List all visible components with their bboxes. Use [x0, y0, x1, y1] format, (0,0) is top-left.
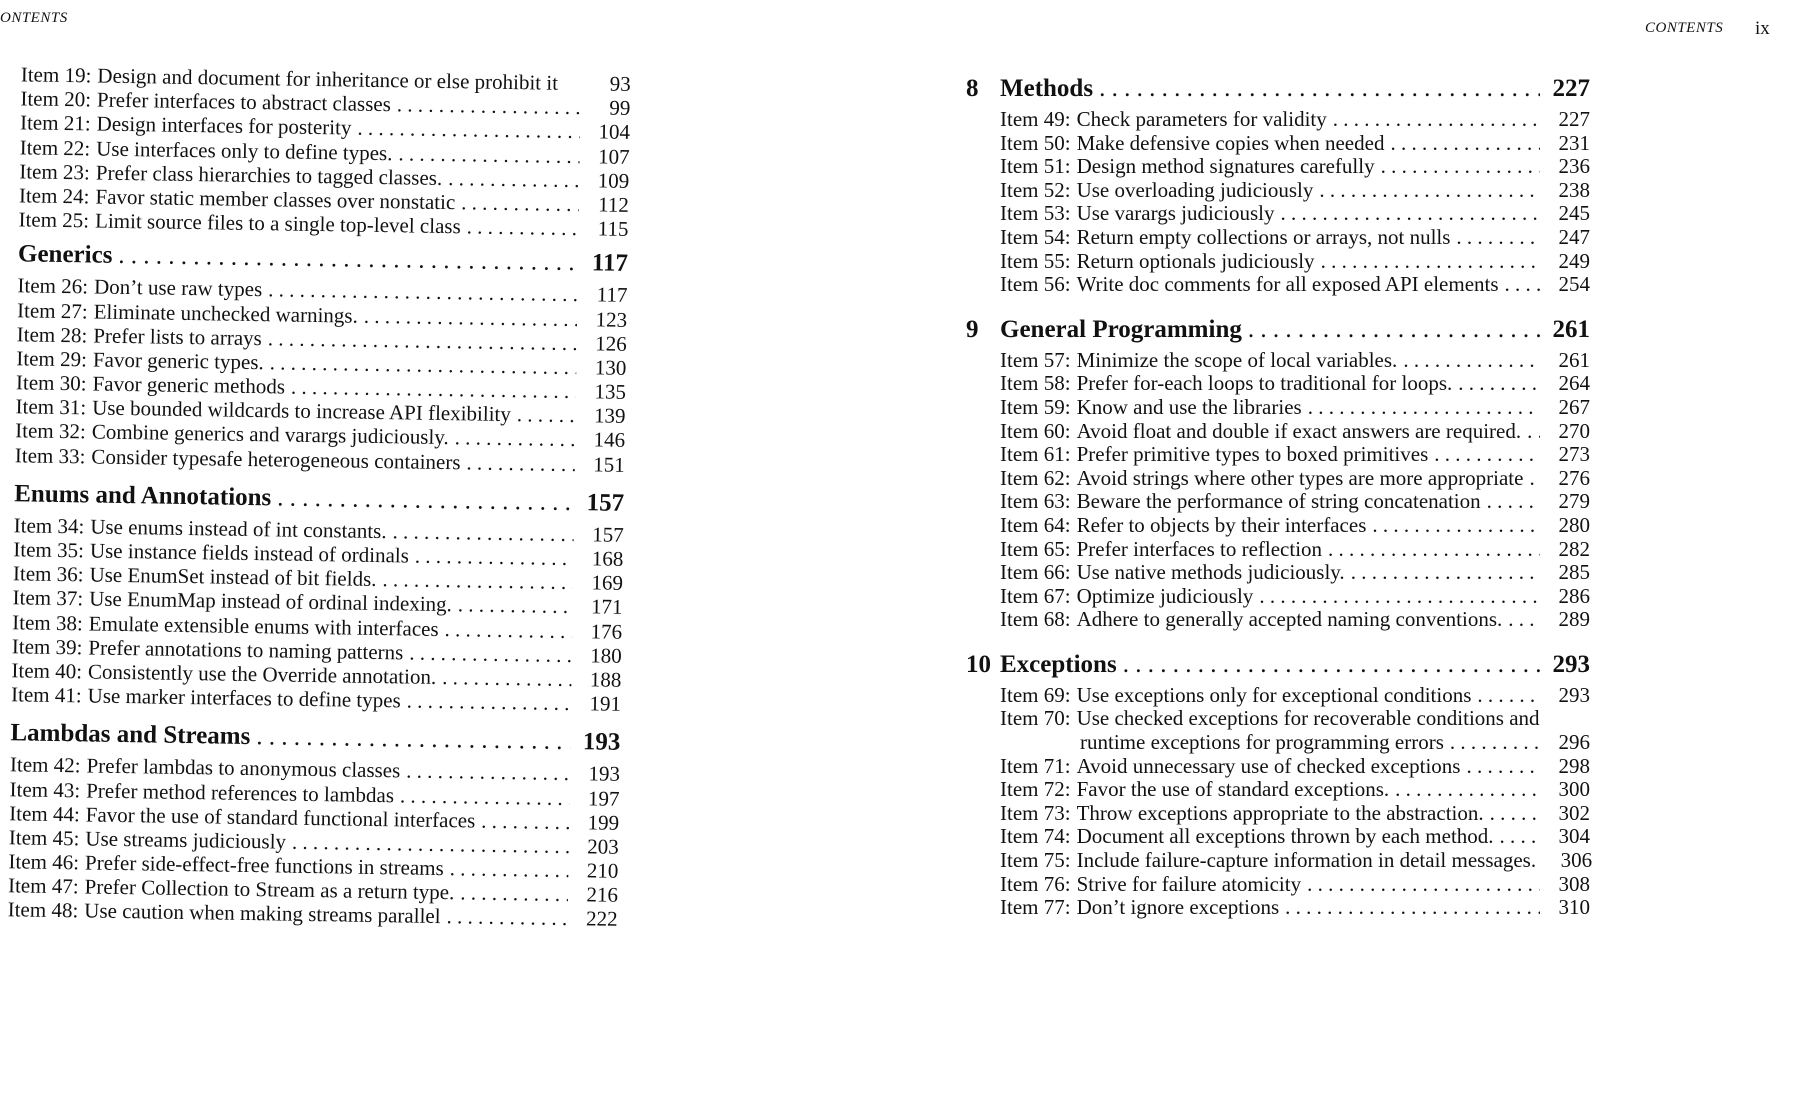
item-title: Design and document for inheritance or else prohibit it — [97, 63, 559, 95]
dot-leader — [1372, 514, 1540, 538]
item-page-number: 135 — [594, 379, 627, 404]
toc-item — [1000, 707, 1590, 731]
item-number: Item 68: — [1000, 607, 1071, 632]
item-title: Avoid unnecessary use of checked exceptions — [1076, 753, 1461, 778]
item-number: Item 36: — [12, 561, 84, 587]
item-title: Prefer interfaces to abstract classes — [96, 87, 392, 117]
dot-leader — [1308, 396, 1540, 420]
dot-leader — [467, 214, 579, 240]
dot-leader — [1321, 250, 1540, 274]
item-page-number: 126 — [594, 331, 627, 356]
dot-leader — [1456, 226, 1540, 250]
dot-leader — [1466, 755, 1540, 779]
item-number: Item 50: — [1000, 130, 1071, 155]
item-page-number: 282 — [1558, 536, 1590, 561]
item-title: Don’t ignore exceptions — [1076, 895, 1280, 920]
item-title: Favor generic methods — [92, 371, 286, 399]
item-page-number: 157 — [591, 522, 624, 547]
dot-leader — [1319, 179, 1540, 203]
item-title: Prefer method references to lambdas — [85, 777, 395, 807]
item-page-number: 168 — [591, 546, 624, 571]
item-number: Item 46: — [8, 849, 80, 875]
item-number: Item 52: — [1000, 177, 1071, 202]
item-page-number: 247 — [1558, 224, 1590, 249]
chapter-title: Exceptions — [1000, 650, 1117, 678]
item-page-number: 191 — [589, 691, 622, 716]
item-page-number: 197 — [587, 785, 620, 811]
item-page-number: 222 — [585, 906, 618, 932]
item-title: Use marker interfaces to define types — [87, 683, 401, 713]
dot-leader — [1351, 561, 1540, 585]
item-title: Avoid float and double if exact answers are required. — [1076, 418, 1522, 443]
item-page-number: 267 — [1558, 394, 1590, 419]
toc-item — [1000, 273, 1590, 297]
item-page-number: 216 — [586, 882, 619, 908]
item-page-number: 289 — [1558, 607, 1590, 632]
toc-item — [1000, 226, 1590, 250]
toc-item — [1000, 514, 1590, 538]
item-page-number: 261 — [1558, 347, 1590, 372]
dot-leader — [1487, 490, 1540, 514]
item-page-number: 285 — [1558, 560, 1590, 585]
toc-item — [1000, 684, 1590, 708]
item-number: Item 31: — [15, 394, 87, 420]
item-title: Optimize judiciously — [1076, 583, 1254, 608]
toc-item — [1000, 896, 1590, 920]
item-title: Prefer lists to arrays — [93, 323, 263, 350]
toc-item — [1000, 608, 1590, 632]
chapter-title: Lambdas and Streams — [10, 719, 251, 751]
item-number: Item 64: — [1000, 512, 1071, 537]
item-title: Favor generic types. — [92, 347, 264, 375]
dot-leader — [1395, 778, 1540, 802]
item-page-number: 298 — [1558, 753, 1590, 778]
toc-item — [1000, 420, 1590, 444]
dot-leader — [461, 190, 579, 216]
dot-leader — [406, 759, 570, 786]
item-title: Design method signatures carefully — [1076, 154, 1375, 179]
toc-item — [1000, 155, 1590, 179]
item-page-number: 169 — [591, 570, 624, 596]
item-number: Item 19: — [20, 62, 92, 88]
item-title: Adhere to generally accepted naming conventions. — [1076, 607, 1503, 632]
item-number: Item 25: — [18, 207, 90, 233]
item-title: Favor the use of standard exceptions. — [1076, 777, 1390, 802]
toc-item — [1000, 848, 1593, 873]
chapter-page-number: 157 — [586, 489, 625, 517]
item-title: Use native methods judiciously. — [1076, 560, 1345, 585]
item-number: Item 71: — [1000, 753, 1071, 778]
item-number: Item 48: — [7, 897, 79, 923]
chapter-title: Enums and Annotations — [14, 480, 272, 512]
chapter-number: 8 — [966, 75, 979, 102]
item-number: Item 43: — [9, 776, 81, 802]
chapter-7 — [8, 715, 621, 932]
chapter-5 — [15, 236, 629, 477]
item-page-number: 180 — [590, 643, 622, 668]
item-number: Item 37: — [12, 585, 84, 611]
item-page-number: 310 — [1558, 895, 1590, 920]
dot-leader — [1477, 684, 1540, 708]
item-title: Prefer annotations to naming patterns — [88, 635, 404, 665]
item-title: Use exceptions only for exceptional conditions — [1076, 682, 1472, 707]
item-page-number: 210 — [586, 858, 619, 883]
item-number: Item 67: — [1000, 583, 1071, 608]
dot-leader — [1450, 731, 1540, 755]
item-number: Item 32: — [15, 418, 86, 444]
dot-leader — [444, 617, 572, 643]
item-page-number: 231 — [1558, 130, 1590, 155]
item-number: Item 44: — [9, 800, 80, 827]
item-title: Use interfaces only to define types. — [96, 136, 393, 165]
item-title: Use checked exceptions for recoverable conditions and — [1076, 706, 1540, 731]
item-title: Emulate extensible enums with interfaces — [88, 611, 439, 641]
toc-item — [1000, 396, 1590, 420]
dot-leader — [409, 640, 572, 667]
item-page-number: 199 — [587, 810, 620, 835]
dot-leader — [400, 783, 570, 810]
item-title: Use instance fields instead of ordinals — [89, 538, 410, 568]
item-number: Item 26: — [17, 273, 89, 299]
item-number: Item 56: — [1000, 272, 1071, 297]
dot-leader — [1123, 646, 1540, 684]
dot-leader — [448, 166, 579, 192]
item-number: Item 69: — [1000, 682, 1071, 707]
item-number: Item 70: — [1000, 706, 1071, 731]
item-number: Item 65: — [1000, 536, 1071, 561]
item-title: Prefer side-effect-free functions in streams — [84, 850, 444, 881]
item-page-number: 236 — [1558, 154, 1590, 179]
item-page-number: 227 — [1558, 107, 1590, 131]
item-page-number: 123 — [595, 306, 628, 332]
item-title: Use varargs judiciously — [1076, 201, 1275, 226]
item-page-number: 188 — [589, 667, 622, 692]
item-title: Avoid strings where other types are more appropriate — [1076, 465, 1524, 490]
dot-leader — [407, 689, 572, 716]
dot-leader — [442, 665, 572, 691]
item-number: Item 35: — [13, 537, 85, 563]
item-number: Item 21: — [19, 110, 91, 136]
item-title: Document all exceptions thrown by each method. — [1076, 824, 1494, 849]
chapter-title: Generics — [17, 240, 113, 270]
toc-item — [1000, 108, 1590, 132]
dot-leader — [382, 567, 573, 594]
dot-leader — [1307, 873, 1540, 897]
item-page-number: 104 — [598, 119, 631, 145]
item-title: Prefer class hierarchies to tagged classes. — [95, 160, 443, 190]
dot-leader — [1099, 70, 1540, 108]
item-title: Know and use the libraries — [1076, 394, 1302, 419]
item-page-number: 276 — [1558, 465, 1590, 490]
item-number: Item 45: — [8, 825, 80, 851]
chapter-8 — [966, 70, 1590, 297]
item-title: Consistently use the Override annotation. — [87, 659, 437, 689]
item-number: Item 38: — [12, 609, 83, 635]
dot-leader — [415, 544, 574, 571]
item-number: Item 40: — [11, 658, 83, 684]
dot-leader — [1333, 108, 1540, 132]
item-page-number: 304 — [1558, 824, 1590, 849]
item-title: Use overloading judiciously — [1076, 177, 1314, 202]
dot-leader — [1403, 349, 1540, 373]
item-number: Item 24: — [18, 183, 90, 209]
dot-leader — [466, 450, 575, 476]
item-title: Check parameters for validity — [1076, 107, 1327, 131]
dot-leader — [364, 303, 578, 331]
item-page-number: 245 — [1558, 201, 1590, 226]
dot-leader — [1508, 608, 1540, 632]
right-page — [900, 0, 1800, 1100]
item-page-number: 107 — [597, 143, 630, 169]
toc-item — [1000, 179, 1590, 203]
item-page-number: 112 — [597, 192, 630, 217]
dot-leader — [1285, 896, 1540, 920]
dot-leader — [1505, 273, 1540, 297]
toc-item — [1000, 561, 1590, 585]
item-number: Item 27: — [16, 297, 88, 323]
item-number: Item 76: — [1000, 871, 1071, 896]
item-title: Use enums instead of int constants. — [90, 514, 387, 543]
item-number: Item 63: — [1000, 489, 1071, 514]
toc-item — [1000, 372, 1590, 396]
item-number: Item 23: — [19, 159, 91, 185]
table-of-contents — [8, 62, 631, 931]
item-page-number: 93 — [609, 71, 631, 96]
toc-item — [1000, 349, 1590, 373]
dot-leader — [357, 116, 580, 144]
dot-leader — [1381, 155, 1540, 179]
chapter-title: Methods — [1000, 75, 1094, 102]
item-page-number: 238 — [1558, 177, 1590, 202]
item-page-number: 286 — [1558, 583, 1590, 608]
chapter-page-number: 293 — [1552, 650, 1590, 678]
item-title: Use bounded wildcards to increase API flexibility — [91, 395, 512, 427]
item-title: Combine generics and varargs judiciously. — [91, 419, 449, 450]
dot-leader — [450, 856, 569, 882]
item-number: Item 73: — [1000, 800, 1071, 825]
item-page-number: 302 — [1558, 800, 1590, 825]
dot-leader — [458, 593, 573, 619]
item-page-number: 254 — [1558, 272, 1590, 297]
item-number: Item 29: — [16, 346, 88, 372]
dot-leader — [1259, 585, 1540, 609]
item-title: Prefer lambdas to anonymous classes — [86, 753, 401, 783]
dot-leader — [1458, 372, 1540, 396]
chapter-6 — [11, 475, 625, 716]
item-title: Return optionals judiciously — [1076, 248, 1315, 273]
item-page-number: 279 — [1558, 489, 1590, 514]
item-number: Item 51: — [1000, 154, 1071, 179]
chapter-page-number: 193 — [582, 728, 621, 757]
chapter-page-number: 261 — [1552, 315, 1590, 343]
dot-leader — [256, 718, 571, 761]
item-title: Prefer interfaces to reflection — [1076, 536, 1323, 561]
dot-leader — [517, 402, 576, 427]
item-number: Item 59: — [1000, 394, 1071, 419]
toc-item — [1000, 873, 1590, 897]
dot-leader — [454, 426, 575, 452]
toc-item — [1000, 132, 1590, 156]
chapter-number — [0, 714, 11, 753]
item-number: Item 57: — [1000, 347, 1071, 372]
item-title: Strive for failure atomicity — [1076, 871, 1302, 896]
chapter-page-number: 227 — [1552, 75, 1590, 102]
item-title: Prefer primitive types to boxed primitives — [1076, 442, 1429, 467]
item-title: Write doc comments for all exposed API elements — [1076, 272, 1499, 297]
item-title: Use streams judiciously — [85, 826, 287, 854]
item-page-number: 280 — [1558, 512, 1590, 537]
dot-leader — [481, 808, 569, 834]
item-page-number: 264 — [1558, 371, 1590, 396]
chapter-9 — [966, 311, 1590, 632]
chapter-number: 10 — [966, 650, 991, 678]
item-page-number: 139 — [593, 403, 626, 429]
chapter-title: General Programming — [1000, 315, 1242, 343]
item-number: Item 66: — [1000, 560, 1071, 585]
chapter-heading — [966, 311, 1590, 349]
chapter-number — [0, 235, 18, 274]
item-title: Throw exceptions appropriate to the abstraction. — [1076, 800, 1484, 825]
toc-item — [1000, 538, 1590, 562]
item-title: Favor the use of standard functional interfaces — [85, 802, 476, 833]
item-number: Item 41: — [10, 682, 82, 708]
item-number: Item 33: — [14, 442, 86, 469]
toc-item — [1000, 467, 1590, 491]
toc-item — [1000, 802, 1590, 826]
item-page-number: 300 — [1558, 777, 1590, 802]
toc-item — [1000, 202, 1590, 226]
dot-leader — [1529, 467, 1540, 491]
item-number: Item 54: — [1000, 224, 1071, 249]
chapter-number — [0, 475, 15, 514]
item-number: Item 58: — [1000, 371, 1071, 396]
item-number: Item 28: — [16, 321, 88, 348]
item-title: Refer to objects by their interfaces — [1076, 512, 1367, 537]
toc-item — [1000, 825, 1590, 849]
toc-item — [1000, 490, 1590, 514]
item-number: Item 49: — [1000, 107, 1071, 131]
dot-leader — [277, 479, 574, 522]
dot-leader — [1500, 825, 1540, 849]
table-of-contents — [966, 70, 1593, 920]
item-number: Item 60: — [1000, 418, 1071, 443]
item-page-number: 99 — [609, 95, 631, 121]
item-number: Item 47: — [7, 873, 79, 899]
item-title: Use EnumSet instead of bit fields. — [89, 562, 377, 592]
item-page-number: 117 — [596, 282, 628, 308]
dot-leader — [1248, 311, 1540, 349]
item-title: Use caution when making streams parallel — [84, 898, 441, 929]
item-title: Don’t use raw types — [93, 274, 263, 302]
item-number: Item 77: — [1000, 895, 1071, 920]
item-title: Eliminate unchecked warnings. — [93, 299, 359, 328]
item-title: Minimize the scope of local variables. — [1076, 347, 1398, 372]
item-page-number: 115 — [597, 216, 629, 242]
toc-item-continuation — [1000, 731, 1590, 755]
item-page-number: 171 — [590, 594, 623, 620]
item-page-number: 203 — [587, 834, 619, 859]
item-page-number: 151 — [593, 452, 625, 477]
item-page-number: 176 — [590, 618, 623, 644]
dot-leader — [398, 141, 580, 168]
chapter-heading — [966, 646, 1590, 684]
item-page-number: 193 — [588, 761, 621, 787]
dot-leader — [1281, 202, 1541, 226]
item-title: Prefer for-each loops to traditional for loops. — [1076, 371, 1453, 396]
chapter-page-number: 117 — [591, 249, 629, 278]
item-title: Favor static member classes over nonstatic — [95, 184, 456, 215]
item-number: Item 22: — [19, 134, 91, 160]
item-number: Item 53: — [1000, 201, 1071, 226]
item-number: Item 75: — [1000, 848, 1071, 873]
item-page-number: 296 — [1558, 730, 1590, 755]
item-number: Item 20: — [20, 86, 92, 112]
item-title: Design interfaces for posterity — [96, 111, 352, 140]
toc-item — [1000, 250, 1590, 274]
running-head: ONTENTS — [0, 10, 68, 26]
dot-leader — [392, 519, 573, 546]
item-page-number: 306 — [1560, 848, 1593, 873]
item-page-number: 273 — [1558, 442, 1590, 467]
item-title: Return empty collections or arrays, not nulls — [1076, 224, 1451, 249]
dot-leader — [397, 92, 581, 119]
item-number: Item 42: — [9, 752, 81, 778]
running-head: CONTENTS — [1645, 20, 1724, 36]
item-title: Include failure-capture information in detail messages. — [1076, 848, 1537, 873]
item-page-number: 249 — [1558, 248, 1590, 273]
item-number: Item 55: — [1000, 248, 1071, 273]
chapter-heading — [966, 70, 1590, 108]
item-title: Limit source files to a single top-level class — [94, 208, 461, 239]
chapter-number: 9 — [966, 315, 979, 343]
item-title: Prefer Collection to Stream as a return type. — [84, 874, 455, 905]
item-page-number: 308 — [1558, 871, 1590, 896]
chapter-10 — [966, 646, 1593, 920]
item-number: Item 62: — [1000, 465, 1071, 490]
dot-leader — [446, 905, 567, 931]
dot-leader — [1434, 443, 1540, 467]
item-title: Consider typesafe heterogeneous containers — [91, 444, 461, 474]
item-number: Item 39: — [11, 634, 83, 660]
item-number: Item 74: — [1000, 824, 1071, 849]
item-number: Item 34: — [13, 513, 85, 539]
dot-leader — [1390, 132, 1540, 156]
toc-item — [1000, 778, 1590, 802]
item-title: Beware the performance of string concatenation — [1076, 489, 1481, 514]
page-number: ix — [1755, 18, 1770, 39]
item-page-number: 109 — [597, 168, 630, 193]
toc-item — [1000, 585, 1590, 609]
item-title: Make defensive copies when needed — [1076, 130, 1385, 155]
dot-leader — [1527, 420, 1540, 444]
item-number: Item 61: — [1000, 442, 1071, 467]
toc-item — [1000, 755, 1590, 779]
item-page-number: 270 — [1558, 418, 1590, 443]
dot-leader — [1328, 538, 1540, 562]
item-number: Item 72: — [1000, 777, 1071, 802]
item-page-number: 293 — [1558, 682, 1590, 707]
item-title-continued: runtime exceptions for programming errors — [1080, 730, 1444, 755]
item-page-number: 146 — [593, 427, 626, 453]
dot-leader — [460, 881, 568, 907]
item-number: Item 30: — [15, 370, 87, 396]
item-page-number: 130 — [594, 355, 627, 380]
item-title: Use EnumMap instead of ordinal indexing. — [88, 586, 453, 617]
dot-leader — [1490, 802, 1540, 826]
toc-item — [1000, 443, 1590, 467]
